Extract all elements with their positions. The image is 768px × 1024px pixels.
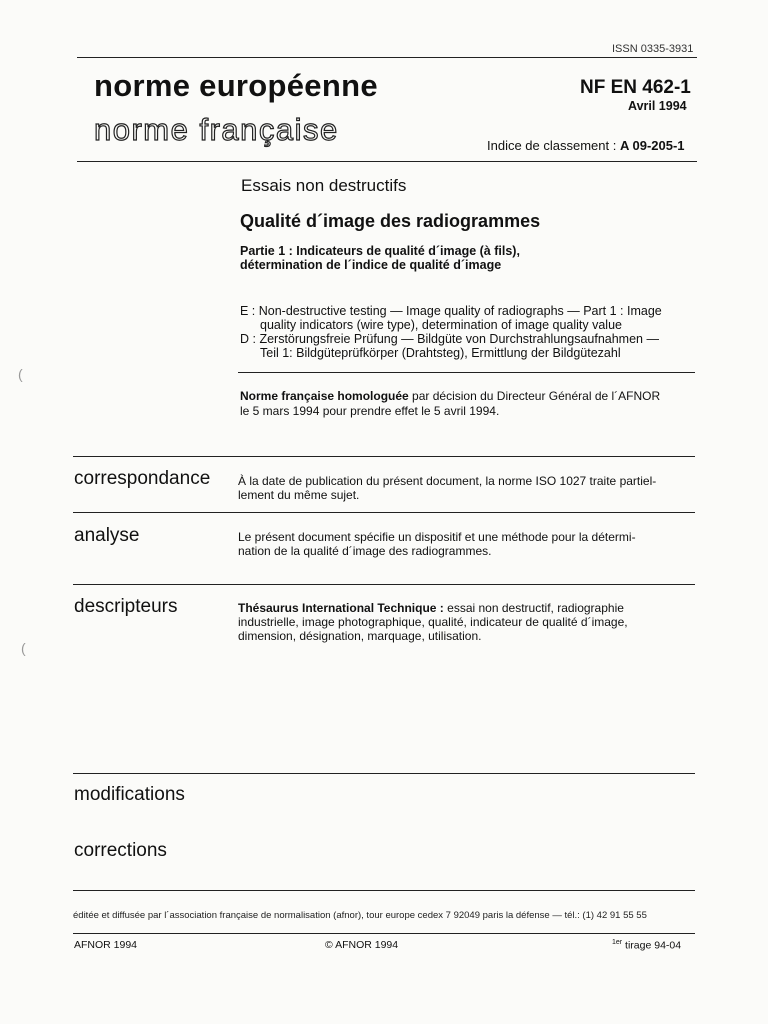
descripteurs-text bbox=[238, 601, 698, 643]
translated-titles bbox=[240, 304, 700, 360]
subject-category: Essais non destructifs bbox=[241, 176, 407, 195]
descripteurs-rule bbox=[73, 773, 695, 774]
correspondance-line1: À la date de publication du présent document, la norme ISO 1027 traite partiel- bbox=[238, 474, 657, 488]
correspondance-rule bbox=[73, 512, 695, 513]
english-title-line2: quality indicators (wire type), determination of image quality value bbox=[260, 318, 622, 332]
document-part-line1: Partie 1 : Indicateurs de qualité d´image (à fils), bbox=[240, 244, 520, 258]
descripteurs-line3: dimension, désignation, marquage, utilisation. bbox=[238, 629, 482, 643]
homologation-notice bbox=[240, 389, 700, 418]
correspondance-line2: lement du même sujet. bbox=[238, 488, 360, 502]
title-norme-europeenne: norme européenne bbox=[94, 68, 378, 103]
classification-index-value: A 09-205-1 bbox=[619, 138, 685, 153]
document-part-line2: détermination de l´indice de qualité d´image bbox=[240, 258, 502, 272]
homologation-bold: Norme française homologuée bbox=[240, 389, 409, 403]
publisher-line: éditée et diffusée par l´association française de normalisation (afnor), tour europe cedex 7 92049 paris la défense — tél.: (1) 42 91 55 55 bbox=[73, 910, 647, 921]
descripteurs-label: descripteurs bbox=[74, 596, 178, 617]
analyse-label: analyse bbox=[74, 525, 140, 546]
analyse-line1: Le présent document spécifie un dispositif et une méthode pour la détermi- bbox=[238, 530, 636, 544]
german-title-line2: Teil 1: Bildgüteprüfkörper (Drahtsteg), Ermittlung der Bildgütezahl bbox=[260, 346, 621, 360]
scan-mark: ( bbox=[21, 640, 26, 656]
english-title-line1: E : Non-destructive testing — Image quality of radiographs — Part 1 : Image bbox=[240, 304, 662, 318]
document-title: Qualité d´image des radiogrammes bbox=[240, 211, 541, 231]
publication-date: Avril 1994 bbox=[628, 99, 687, 113]
header-top-rule bbox=[77, 57, 697, 58]
descripteurs-bold: Thésaurus International Technique : bbox=[238, 601, 444, 615]
footer-rule bbox=[73, 933, 695, 934]
issn-label: ISSN 0335-3931 bbox=[612, 43, 694, 55]
scan-mark: ( bbox=[18, 366, 23, 382]
footer-left: AFNOR 1994 bbox=[74, 939, 138, 951]
footer-right-sup: 1er bbox=[612, 939, 623, 946]
homologation-line2: le 5 mars 1994 pour prendre effet le 5 avril 1994. bbox=[240, 403, 500, 418]
classification-index-label: Indice de classement : bbox=[487, 138, 617, 153]
footer-right bbox=[612, 939, 681, 952]
document-part bbox=[240, 244, 520, 272]
descripteurs-line2: industrielle, image photographique, qualité, indicateur de qualité d´image, bbox=[238, 615, 628, 629]
analyse-text bbox=[238, 530, 698, 558]
corrections-rule bbox=[73, 890, 695, 891]
analyse-line2: nation de la qualité d´image des radiogrammes. bbox=[238, 544, 492, 558]
analyse-rule bbox=[73, 584, 695, 585]
title-norme-francaise: norme française bbox=[94, 112, 339, 147]
descripteurs-line1: essai non destructif, radiographie bbox=[443, 601, 624, 615]
footer-center: © AFNOR 1994 bbox=[325, 939, 399, 951]
correspondance-text bbox=[238, 474, 698, 502]
classification-index bbox=[487, 138, 685, 153]
corrections-label: corrections bbox=[74, 840, 167, 861]
footer-right-rest: tirage 94-04 bbox=[622, 939, 682, 952]
german-title-line1: D : Zerstörungsfreie Prüfung — Bildgüte von Durchstrahlungsaufnahmen — bbox=[240, 332, 659, 346]
header-bottom-rule bbox=[77, 161, 697, 162]
homologation-line1: par décision du Directeur Général de l´AFNOR bbox=[408, 389, 661, 403]
translations-rule bbox=[238, 372, 695, 373]
homologation-rule bbox=[73, 456, 695, 457]
standard-reference: NF EN 462-1 bbox=[580, 77, 691, 98]
modifications-label: modifications bbox=[74, 784, 185, 805]
correspondance-label: correspondance bbox=[74, 468, 211, 489]
